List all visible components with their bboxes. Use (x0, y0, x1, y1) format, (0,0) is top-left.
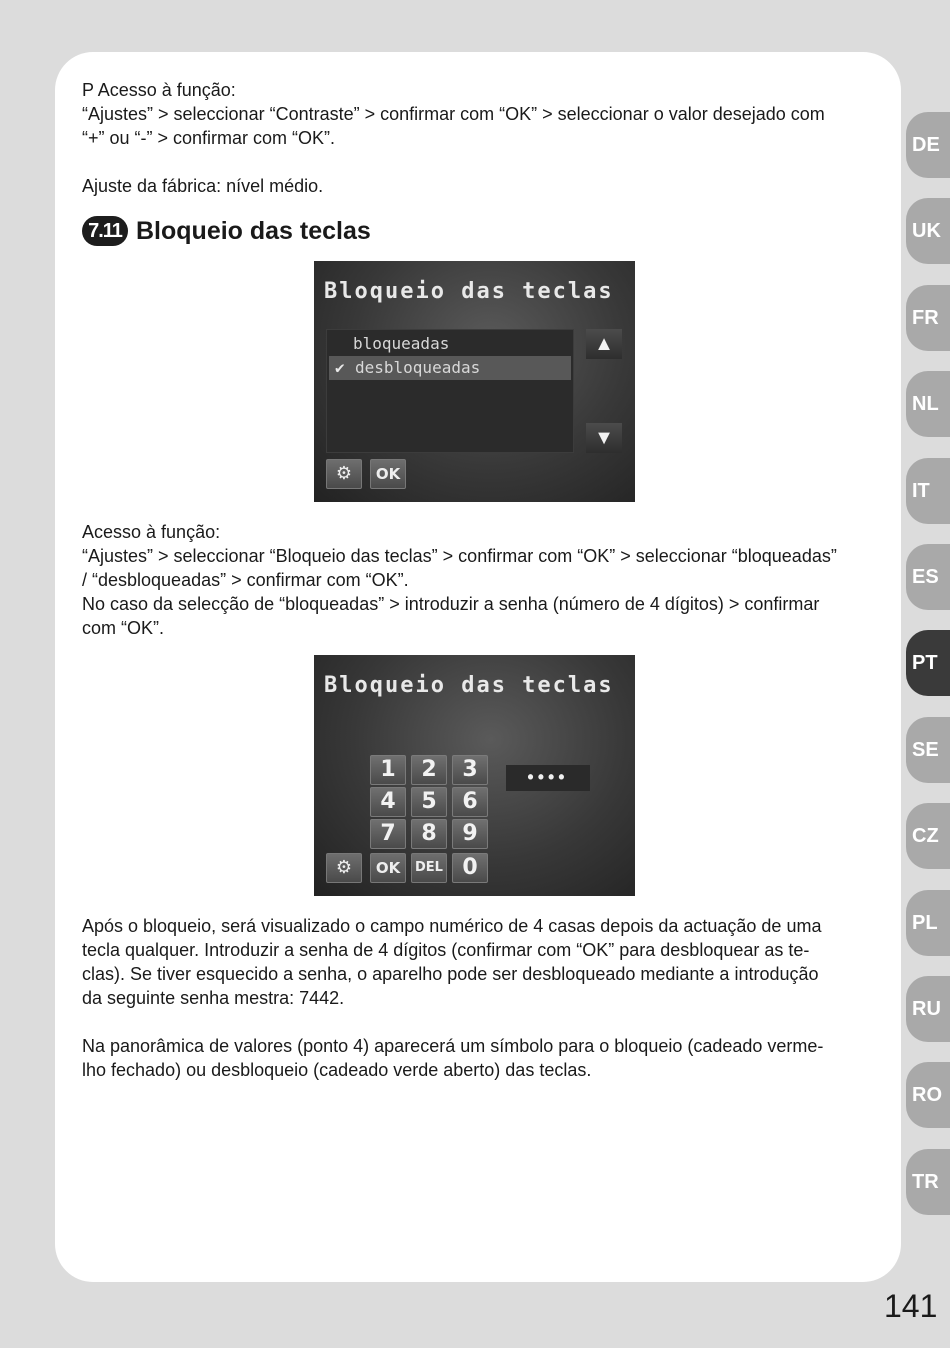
arrow-down-icon: ▼ (594, 427, 614, 449)
gear-icon: ⚙ (335, 463, 353, 484)
lang-tab-es[interactable]: ES (906, 544, 950, 610)
section-title: Bloqueio das teclas (136, 216, 371, 245)
list-item-label: bloqueadas (353, 334, 450, 353)
access-line: No caso da selecção de “bloqueadas” > introduzir a senha (número de 4 dígitos) > confirmar (82, 594, 820, 614)
device-screen-selection (314, 261, 635, 502)
scroll-down-button[interactable] (586, 423, 622, 453)
section-number-badge: 7.11 (82, 216, 128, 246)
lang-tab-fr[interactable]: FR (906, 285, 950, 351)
option-list (326, 329, 574, 453)
pin-input[interactable]: •••• (506, 765, 590, 791)
list-item-desbloqueadas[interactable] (329, 356, 571, 380)
delete-button[interactable]: DEL (411, 853, 447, 883)
settings-button[interactable] (326, 459, 362, 489)
key-2[interactable]: 2 (411, 755, 447, 785)
page-number: 141 (884, 1288, 938, 1324)
overview-line: lho fechado) ou desbloqueio (cadeado verde aberto) das teclas. (82, 1060, 592, 1080)
access-line: “Ajustes” > seleccionar “Bloqueio das teclas” > confirmar com “OK” > seleccionar “bloqueadas” (82, 546, 837, 566)
key-9[interactable]: 9 (452, 819, 488, 849)
intro-line: “Ajustes” > seleccionar “Contraste” > confirmar com “OK” > seleccionar o valor desejado com (82, 104, 825, 124)
lang-tab-se[interactable]: SE (906, 717, 950, 783)
key-4[interactable]: 4 (370, 787, 406, 817)
intro-text (82, 78, 872, 198)
lang-tab-ro[interactable]: RO (906, 1062, 950, 1128)
gear-icon: ⚙ (335, 857, 353, 878)
access-line: com “OK”. (82, 618, 165, 638)
screen-title: Bloqueio das teclas (324, 673, 614, 698)
list-item-bloqueadas[interactable] (327, 332, 573, 356)
key-5[interactable]: 5 (411, 787, 447, 817)
lang-tab-uk[interactable]: UK (906, 198, 950, 264)
key-3[interactable]: 3 (452, 755, 488, 785)
intro-line: “+” ou “-” > confirmar com “OK”. (82, 128, 336, 148)
after-line: tecla qualquer. Introduzir a senha de 4 dígitos (confirmar com “OK” para desbloquear as te- (82, 940, 810, 960)
check-icon (333, 332, 353, 356)
factory-setting: Ajuste da fábrica: nível médio. (82, 176, 324, 196)
after-line: Após o bloqueio, será visualizado o campo numérico de 4 casas depois da actuação de uma (82, 916, 822, 936)
key-6[interactable]: 6 (452, 787, 488, 817)
device-screen-keypad (314, 655, 635, 896)
scroll-up-button[interactable] (586, 329, 622, 359)
lang-tab-it[interactable]: IT (906, 458, 950, 524)
lang-tab-de[interactable]: DE (906, 112, 950, 178)
ok-button[interactable]: OK (370, 459, 406, 489)
check-icon: ✔ (335, 358, 345, 377)
section-heading (82, 214, 371, 248)
after-line: clas). Se tiver esquecido a senha, o aparelho pode ser desbloqueado mediante a introdução (82, 964, 819, 984)
key-0[interactable]: 0 (452, 853, 488, 883)
lang-tab-ru[interactable]: RU (906, 976, 950, 1042)
after-lock-text (82, 914, 872, 1082)
overview-line: Na panorâmica de valores (ponto 4) aparecerá um símbolo para o bloqueio (cadeado verme- (82, 1036, 824, 1056)
key-7[interactable]: 7 (370, 819, 406, 849)
ok-button[interactable]: OK (370, 853, 406, 883)
lang-tab-pt[interactable]: PT (906, 630, 950, 696)
access-line: / “desbloqueadas” > confirmar com “OK”. (82, 570, 409, 590)
lang-tab-cz[interactable]: CZ (906, 803, 950, 869)
settings-button[interactable] (326, 853, 362, 883)
lang-tab-tr[interactable]: TR (906, 1149, 950, 1215)
key-8[interactable]: 8 (411, 819, 447, 849)
arrow-up-icon: ▲ (594, 333, 614, 355)
list-item-label: desbloqueadas (355, 358, 481, 377)
screen-title: Bloqueio das teclas (324, 279, 614, 304)
access-line: Acesso à função: (82, 522, 221, 542)
access-text (82, 520, 872, 640)
lang-tab-nl[interactable]: NL (906, 371, 950, 437)
intro-line: P Acesso à função: (82, 80, 236, 100)
language-tabs (906, 0, 950, 1348)
key-1[interactable]: 1 (370, 755, 406, 785)
after-line: da seguinte senha mestra: 7442. (82, 988, 345, 1008)
lang-tab-pl[interactable]: PL (906, 890, 950, 956)
